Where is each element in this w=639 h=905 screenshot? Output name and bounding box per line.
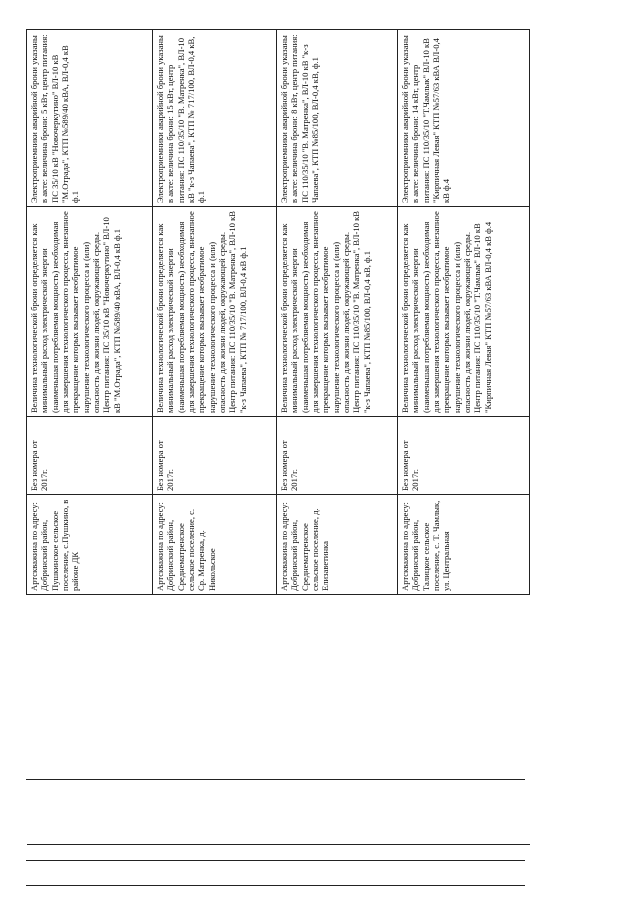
table-row (153, 30, 277, 845)
emergency-cell: Электроприемники аварийной брони указаны в акте: величина брони: 14 кВт, центр питания: ПС 110/35/10 "Т.Чамлык" ВЛ-10 кВ "Кирпичная Левая" КТП №57/63 кВА ВЛ-0,4 кВ ф.4 (398, 30, 530, 207)
address-cell: Артскважина по адресу: Добринский район, Среднематренское сельское поселение, с. Ср. Матренка, д. Никольское (153, 495, 277, 595)
date-cell: Без номера от 2017г. (27, 417, 153, 495)
address-cell: Артскважина по адресу: Добринский район, Среднематренское сельское поселение, д. Елизаветинка (277, 495, 398, 595)
emergency-cell: Электроприемники аварийной брони указаны в акте: величина брони: 5 кВт, центр питания: ПС 35/10 кВ "Новочеркутино" ВЛ-10 кВ "М.Отрада", КТП №589/40 кВА, ВЛ-0,4 кВ ф.1 (27, 30, 153, 207)
table-rule (26, 885, 525, 886)
empty-cell (398, 595, 530, 845)
table-row (398, 30, 530, 845)
table-row (277, 30, 398, 845)
table-row (27, 30, 153, 845)
empty-cell (277, 595, 398, 845)
description-cell: Величина технологической брони определяется как минимальный расход электрической энергии (наименьшая потребляемая мощность) необходимая для завершения технологического процесса, внезапное прекращение которых вызывает необратимое нарушение технологического процесса и (или) опасность для жизни людей, окружающей среды. Центр питания: ПС 110/35/10 "В. Матренка", ВЛ-10 кВ "к-з Чапаева", КТП №85/100, ВЛ-0,4 кВ, ф.1 (277, 207, 398, 417)
description-cell: Величина технологической брони определяется как минимальный расход электрической энергии (наименьшая потребляемая мощность) необходимая для завершения технологического процесса, внезапное прекращение которых вызывает необратимое нарушение технологического процесса и (или) опасность для жизни людей, окружающей среды. Центр питания: ПС 110/35/10 "Т.Чамлык" ВЛ-10 кВ "Кирпичная Левая" КТП №57/63 кВА ВЛ-0,4 кВ ф.4 (398, 207, 530, 417)
date-cell: Без номера от 2017г. (398, 417, 530, 495)
date-cell: Без номера от 2017г. (153, 417, 277, 495)
description-cell: Величина технологической брони определяется как минимальный расход электрической энергии (наименьшая потребляемая мощность) необходимая для завершения технологического процесса, внезапное прекращение которых вызывает необратимое нарушение технологического процесса и (или) опасность для жизни людей, окружающей среды. Центр питания: ПС 35/10 кВ "Новочеркутино" ВЛ-10 кВ "М.Отрада", КТП №589/40 кВА, ВЛ-0,4 кВ ф.1 (27, 207, 153, 417)
address-cell: Артскважина по адресу: Добринский район, Пушкинское сельское поселение, с.Пушкино, в районе ДК (27, 495, 153, 595)
backup-power-table (26, 29, 530, 845)
empty-cell (27, 595, 153, 845)
table-rule (26, 860, 525, 861)
date-cell: Без номера от 2017г. (277, 417, 398, 495)
emergency-cell: Электроприемники аварийной брони указаны в акте: величина брони: 8 кВт, центр питания: ПС 110/35/10 "В. Матренка", ВЛ-10 кВ "к-з Чапаева", КТП №85/100, ВЛ-0,4 кВ, ф.1 (277, 30, 398, 207)
emergency-cell: Электроприемники аварийной брони указаны в акте: величина брони: 15 кВт, центр питания: ПС 110/35/10 "В. Матренка", ВЛ-10 кВ "к-з Чапаева", КТП № 717/100, ВЛ-0,4 кВ, ф.1 (153, 30, 277, 207)
address-cell: Артскважина по адресу: Добринский район, Талицкое сельское поселение, с. Т. Чамлык, ул. Центральная (398, 495, 530, 595)
empty-cell (153, 595, 277, 845)
rotated-table-wrapper (26, 30, 529, 845)
description-cell: Величина технологической брони определяется как минимальный расход электрической энергии (наименьшая потребляемая мощность) необходимая для завершения технологического процесса, внезапное прекращение которых вызывает необратимое нарушение технологического процесса и (или) опасность для жизни людей, окружающей среды. Центр питания: ПС 110/35/10 "В. Матренка", ВЛ-10 кВ "к-з Чапаева", КТП № 717/100, ВЛ-0,4 кВ ф.1 (153, 207, 277, 417)
